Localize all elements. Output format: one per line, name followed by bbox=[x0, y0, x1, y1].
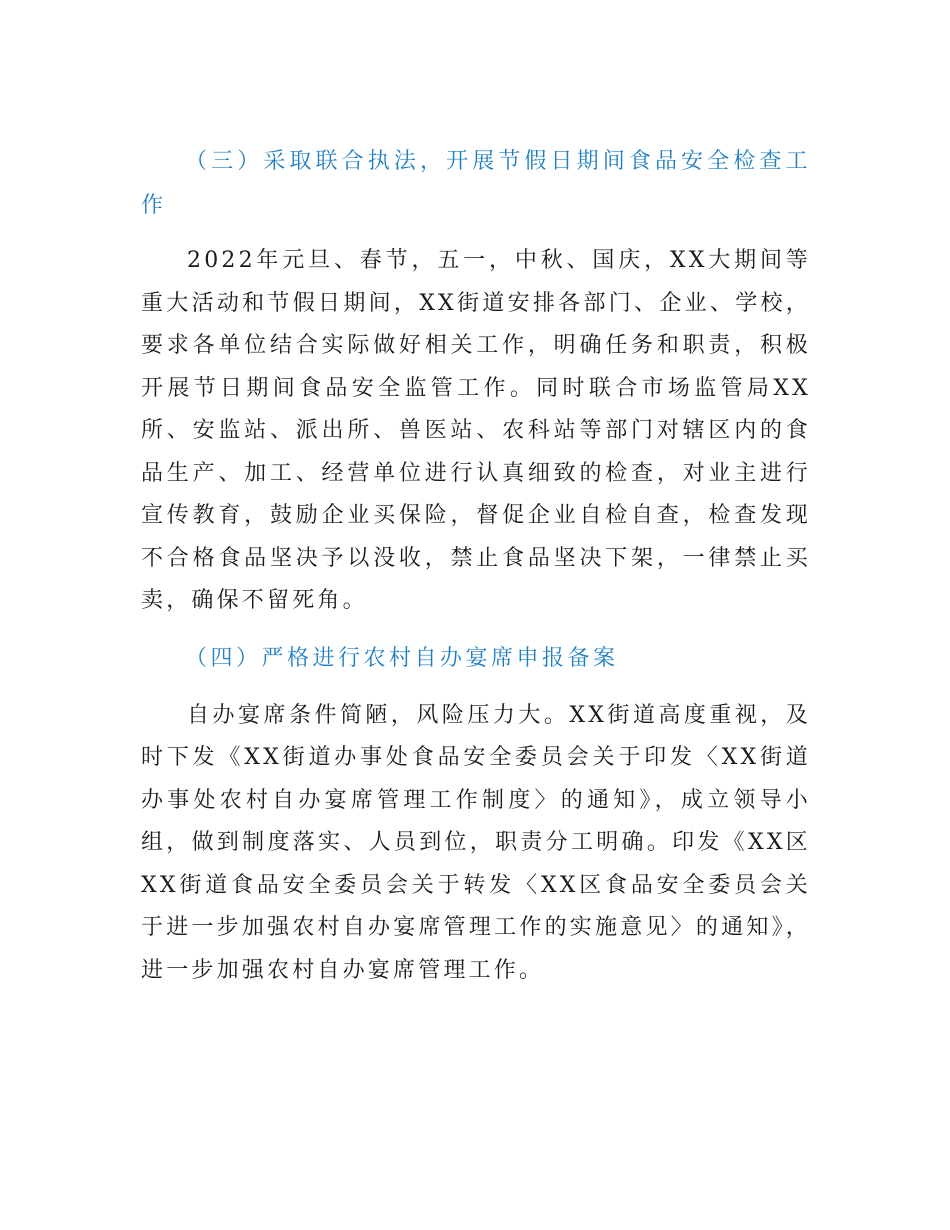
section-paragraph-4: 自办宴席条件简陋，风险压力大。XX街道高度重视，及时下发《XX街道办事处食品安全委员会关于印发〈XX街道办事处农村自办宴席管理工作制度〉的通知》，成立领导小组，做到制度落实、人员到位，职责分工明确。印发《XX区XX街道食品安全委员会关于转发〈XX区食品安全委员会关于进一步加强农村自办宴席管理工作的实施意见〉的通知》，进一步加强农村自办宴席管理工作。 bbox=[141, 702, 811, 983]
section-heading-4: （四）严格进行农村自办宴席申报备案 bbox=[185, 645, 619, 671]
document-page bbox=[141, 140, 811, 992]
section-paragraph-3: 2022年元旦、春节，五一，中秋、国庆，XX大期间等重大活动和节假日期间，XX街道安排各部门、企业、学校，要求各单位结合实际做好相关工作，明确任务和职责，积极开展节日期间食品安全监管工作。同时联合市场监管局XX所、安监站、派出所、兽医站、农科站等部门对辖区内的食品生产、加工、经营单位进行认真细致的检查，对业主进行宣传教育，鼓励企业买保险，督促企业自检自查，检查发现不合格食品坚决予以没收，禁止食品坚决下架，一律禁止买卖，确保不留死角。 bbox=[141, 248, 811, 613]
section-heading-3: （三）采取联合执法，开展节假日期间食品安全检查工作 bbox=[141, 149, 811, 218]
